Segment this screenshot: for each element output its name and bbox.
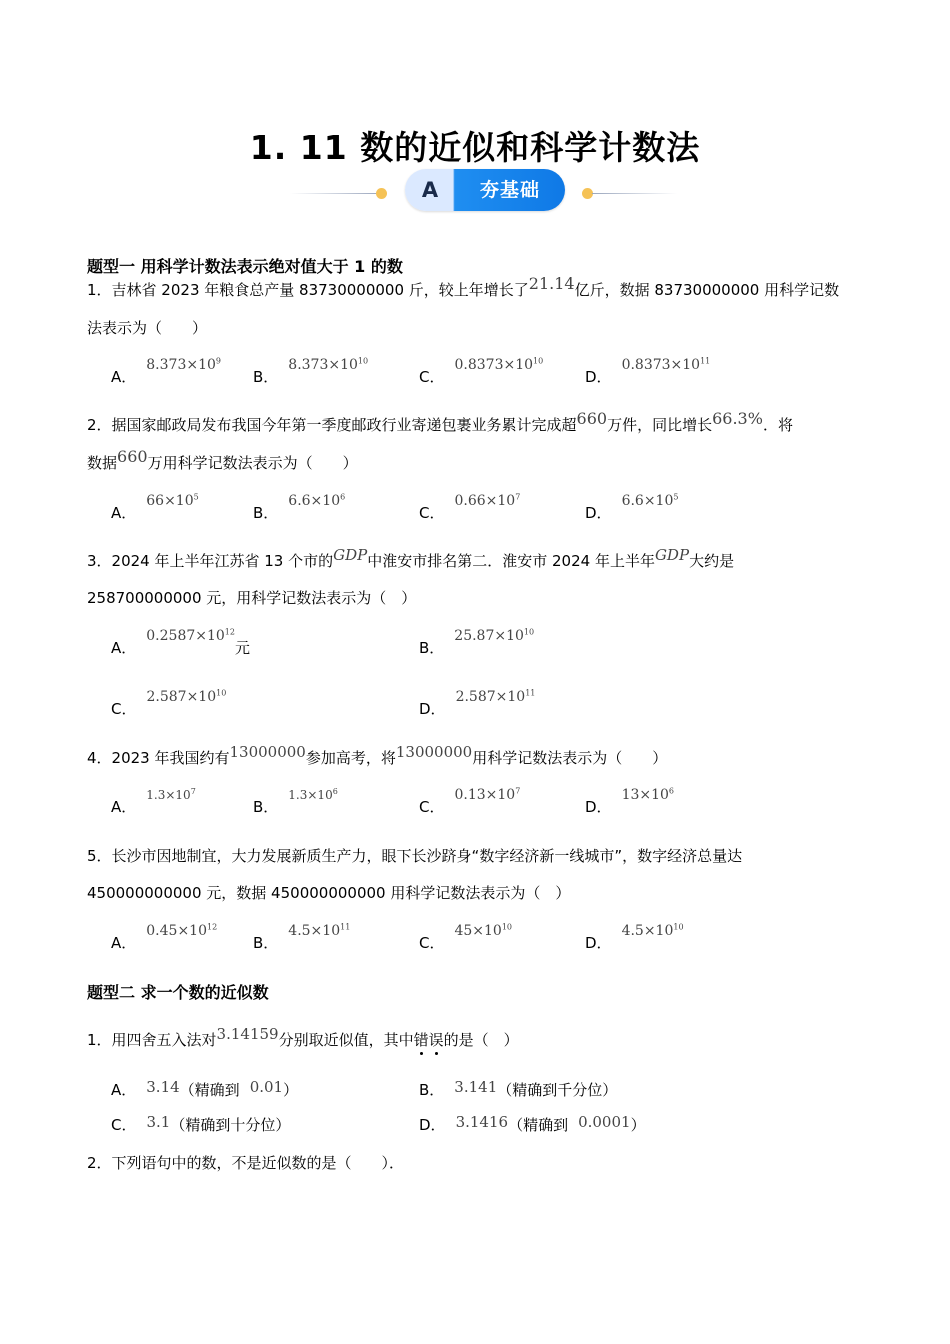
option-value: 1.3×107 bbox=[146, 787, 196, 802]
q3-option-d[interactable] bbox=[419, 688, 536, 719]
option-value: 3.1416 bbox=[455, 1113, 509, 1131]
q4-value-2: 13000000 bbox=[395, 743, 473, 761]
section-title-2: 题型二 求一个数的近似数 bbox=[87, 983, 269, 1002]
option-label: A． bbox=[111, 504, 137, 522]
q3-text-b: 中淮安市排名第二．淮安市 2024 年上半年 bbox=[367, 552, 655, 570]
decor-line-left bbox=[290, 193, 380, 194]
option-label: D． bbox=[585, 504, 612, 522]
option-note: （精确到 bbox=[179, 1081, 240, 1099]
s2q1-option-c[interactable] bbox=[111, 1114, 290, 1135]
option-label: D． bbox=[585, 798, 612, 816]
option-value: 3.141 bbox=[454, 1078, 498, 1096]
q5-option-d[interactable] bbox=[585, 922, 684, 953]
q2-option-c[interactable] bbox=[419, 492, 521, 523]
q2-text-b: 万件，同比增长 bbox=[607, 416, 713, 434]
s2q1-value: 3.14159 bbox=[216, 1025, 279, 1043]
q4-value-1: 13000000 bbox=[229, 743, 306, 761]
q2-text-e: 万用科学记数法表示为（ ） bbox=[147, 454, 358, 472]
q5-option-a[interactable] bbox=[111, 922, 218, 953]
option-label: C． bbox=[419, 798, 445, 816]
q5-option-c[interactable] bbox=[419, 922, 513, 953]
s2q1-option-b[interactable] bbox=[419, 1079, 617, 1100]
option-label: A． bbox=[111, 368, 137, 386]
s2-question-1-line-1 bbox=[87, 1025, 519, 1050]
option-label: C． bbox=[111, 700, 137, 718]
question-5-line-1: 5．长沙市因地制宜，大力发展新质生产力，眼下长沙跻身“数字经济新一线城市”，数字经济总量达 bbox=[87, 847, 743, 865]
option-value: $0.45\times 10^{12}$ bbox=[146, 922, 218, 939]
q4-option-c[interactable] bbox=[419, 786, 521, 817]
option-value: $25.87\times 10^{10}$ bbox=[454, 627, 535, 644]
option-value: $8.373\times 10^9$ bbox=[146, 356, 221, 373]
q3-value-1: GDP bbox=[333, 546, 368, 564]
option-value: $4.5\times 10^{10}$ bbox=[621, 922, 684, 939]
option-value: 3.14 bbox=[146, 1078, 180, 1096]
question-2-line-2 bbox=[87, 447, 358, 473]
decor-dot-left bbox=[376, 188, 387, 199]
option-note: （精确到十分位） bbox=[170, 1116, 291, 1134]
option-label: B． bbox=[419, 1081, 445, 1099]
q2-text-c: ．将 bbox=[762, 416, 793, 434]
option-value: $0.8373\times 10^{11}$ bbox=[621, 356, 711, 373]
s2q1-text-b: 分别取近似值，其中 bbox=[278, 1031, 414, 1049]
q2-value-2: 66.3% bbox=[712, 409, 763, 428]
option-label: B． bbox=[253, 368, 279, 386]
option-close: ） bbox=[630, 1116, 646, 1134]
option-value: $0.13\times 10^7$ bbox=[454, 786, 521, 803]
option-label: A． bbox=[111, 639, 137, 657]
q4-text-a: 4．2023 年我国约有 bbox=[87, 749, 230, 767]
question-5-line-2: 450000000000 元，数据 450000000000 用科学记数法表示为（ ） bbox=[87, 884, 571, 902]
option-value: 1.3×106 bbox=[288, 787, 338, 802]
s2q1-text-a: 1．用四舍五入法对 bbox=[87, 1031, 217, 1049]
option-value: $6.6\times 10^6$ bbox=[288, 492, 346, 509]
q1-option-a[interactable] bbox=[111, 356, 221, 387]
question-3-line-1 bbox=[87, 546, 735, 571]
option-close: ） bbox=[283, 1081, 299, 1099]
option-unit: 元 bbox=[234, 639, 250, 657]
option-value: $45\times 10^{10}$ bbox=[454, 922, 513, 939]
s2q1-text-c: 的是（ ） bbox=[443, 1031, 519, 1049]
q1-option-b[interactable] bbox=[253, 356, 369, 387]
option-label: A． bbox=[111, 934, 137, 952]
q2-option-a[interactable] bbox=[111, 492, 199, 523]
option-value: $13\times 10^6$ bbox=[621, 786, 675, 803]
question-1-line-1 bbox=[87, 274, 840, 300]
page-title: 1. 11 数的近似和科学计数法 bbox=[249, 128, 701, 167]
q1-text-a: 1．吉林省 2023 年粮食总产量 83730000000 斤，较上年增长了 bbox=[87, 281, 529, 299]
option-label: A． bbox=[111, 798, 137, 816]
option-label: D． bbox=[585, 934, 612, 952]
q1-value: 21.14 bbox=[528, 274, 575, 293]
option-value: $2.587\times 10^{11}$ bbox=[455, 688, 536, 705]
question-1-line-2: 法表示为（ ） bbox=[87, 319, 208, 337]
s2q1-option-a[interactable] bbox=[111, 1079, 298, 1100]
q2-text-d: 数据 bbox=[87, 454, 118, 472]
option-value: $6.6\times 10^5$ bbox=[621, 492, 679, 509]
option-value: $4.5\times 10^{11}$ bbox=[288, 922, 351, 939]
q2-option-d[interactable] bbox=[585, 492, 679, 523]
emphasis-char-1: 错 bbox=[413, 1031, 429, 1049]
badge-text: 夯基础 bbox=[479, 179, 540, 201]
option-label: C． bbox=[419, 368, 445, 386]
option-value: $0.2587\times 10^{12}$ bbox=[146, 627, 235, 644]
s2q1-option-d[interactable] bbox=[419, 1114, 646, 1135]
option-note: （精确到千分位） bbox=[497, 1081, 618, 1099]
option-label: C． bbox=[419, 504, 445, 522]
badge-letter: A bbox=[421, 178, 439, 202]
option-label: C． bbox=[419, 934, 445, 952]
q2-option-b[interactable] bbox=[253, 492, 346, 523]
decor-line-right bbox=[592, 193, 677, 194]
option-value: $0.8373\times 10^{10}$ bbox=[454, 356, 544, 373]
q3-text-c: 大约是 bbox=[689, 552, 735, 570]
q4-option-d[interactable] bbox=[585, 786, 675, 817]
q1-text-b: 亿斤，数据 83730000000 用科学记数 bbox=[574, 281, 840, 299]
option-label: A． bbox=[111, 1081, 137, 1099]
option-label: B． bbox=[253, 934, 279, 952]
option-precision: 0.01 bbox=[249, 1078, 284, 1096]
q1-option-d[interactable] bbox=[585, 356, 711, 387]
section-title-1: 题型一 用科学计数法表示绝对值大于 1 的数 bbox=[87, 257, 403, 276]
option-value: $8.373\times 10^{10}$ bbox=[288, 356, 369, 373]
option-value: 3.1 bbox=[146, 1113, 171, 1131]
question-4-line-1 bbox=[87, 743, 668, 768]
option-note: （精确到 bbox=[508, 1116, 569, 1134]
option-value: $66\times 10^5$ bbox=[146, 492, 199, 509]
q2-value-3: 660 bbox=[117, 447, 148, 466]
q5-option-b[interactable] bbox=[253, 922, 351, 953]
option-label: C． bbox=[111, 1116, 137, 1134]
level-badge bbox=[405, 169, 565, 211]
option-value: $0.66\times 10^7$ bbox=[454, 492, 521, 509]
q4-text-b: 参加高考，将 bbox=[305, 749, 396, 767]
option-precision: 0.0001 bbox=[578, 1113, 631, 1131]
option-label: D． bbox=[419, 1116, 446, 1134]
option-label: B． bbox=[253, 798, 279, 816]
option-label: B． bbox=[419, 639, 445, 657]
q2-value-1: 660 bbox=[576, 409, 608, 428]
q1-option-c[interactable] bbox=[419, 356, 544, 387]
q3-value-2: GDP bbox=[654, 546, 690, 564]
q3-option-a[interactable] bbox=[111, 627, 250, 658]
q4-text-c: 用科学记数法表示为（ ） bbox=[472, 749, 668, 767]
question-2-line-1 bbox=[87, 409, 793, 435]
emphasis-char-2: 误 bbox=[428, 1031, 444, 1049]
option-label: D． bbox=[585, 368, 612, 386]
option-value: $2.587\times 10^{10}$ bbox=[146, 688, 227, 705]
option-label: B． bbox=[253, 504, 279, 522]
option-label: D． bbox=[419, 700, 446, 718]
question-3-line-2: 258700000000 元，用科学记数法表示为（ ） bbox=[87, 589, 417, 607]
s2-question-2-line-1: 2．下列语句中的数，不是近似数的是（ ）． bbox=[87, 1154, 405, 1172]
q3-text-a: 3．2024 年上半年江苏省 13 个市的 bbox=[87, 552, 334, 570]
q2-text-a: 2．据国家邮政局发布我国今年第一季度邮政行业寄递包裹业务累计完成超 bbox=[87, 416, 577, 434]
q3-option-c[interactable] bbox=[111, 688, 227, 719]
q3-option-b[interactable] bbox=[419, 627, 535, 658]
